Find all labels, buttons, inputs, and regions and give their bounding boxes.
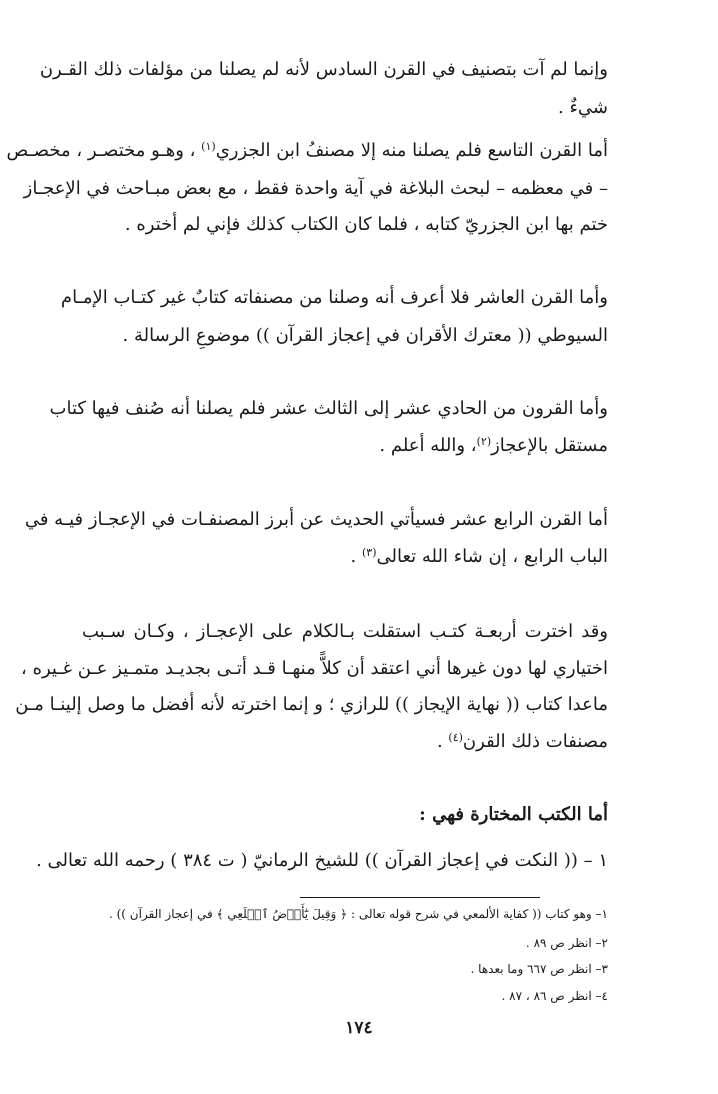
paragraph-5-line-2-text: الباب الرابع ، إن شاء الله تعالى (376, 546, 608, 567)
paragraph-5-line-1: أما القرن الرابع عشر فسيأتي الحديث عن أبرز المصنفـات في الإعجـاز فيـه في (24, 509, 608, 530)
page-number: ١٧٤ (345, 1018, 373, 1038)
paragraph-3-line-1: وأما القرن العاشر فلا أعرف أنه وصلنا من مصنفاته كتابٌ غير كتـاب الإمـام (60, 287, 608, 308)
footnote-ref-1[interactable]: (١) (201, 140, 216, 153)
paragraph-6-line-4 (437, 730, 608, 754)
paragraph-1-line-2: شيءٌ . (558, 97, 608, 118)
paragraph-5-line-2 (351, 545, 608, 569)
paragraph-6-line-3: ماعدا كتاب (( نهاية الإيجاز )) للرازي ؛ و إنما اخترته لأنه أفضل ما وصل إلينـا مـن (15, 694, 608, 715)
paragraph-6-line-4-text: مصنفات ذلك القرن (462, 731, 608, 752)
paragraph-2-line-2: – في معظمه – لبحث البلاغة في آية واحدة فقط ، مع بعض مبـاحث في الإعجـاز (23, 178, 608, 199)
paragraph-4-line-2-tail: ، والله أعلم . (379, 435, 477, 456)
paragraph-6-line-1: وقد اخترت أربعـة كتـب استقلت بـالكلام على الإعجـاز ، وكـان سـبب (82, 621, 608, 642)
paragraph-2-line-3: ختم بها ابن الجزريّ كتابه ، فلما كان الكتاب كذلك فإني لم أختره . (124, 214, 608, 235)
section-heading: أما الكتب المختارة فهي : (419, 804, 608, 825)
paragraph-2-line-1-text: أما القرن التاسع فلم يصلنا منه إلا مصنفُ ابن الجزري (215, 140, 608, 161)
paragraph-6-line-4-tail: . (436, 731, 449, 752)
paragraph-6-line-2: اختياري لها دون غيرها أني اعتقد أن كلاًّ منهـا قـد أتـى بجديـد متمـيز عـن غـيره ، (21, 658, 608, 679)
footnote-ref-4[interactable]: (٤) (448, 731, 463, 744)
footnote-4: ٤– انظر ص ٨٦ ، ٨٧ . (501, 989, 608, 1003)
paragraph-4-line-2 (379, 434, 608, 458)
paragraph-4-line-2-text: مستقل بالإعجاز (491, 435, 608, 456)
footnote-ref-2[interactable]: (٢) (476, 435, 492, 448)
footnote-separator (300, 897, 540, 898)
paragraph-5-line-2-tail: . (350, 546, 362, 567)
paragraph-1-line-1: وإنما لم آت بتصنيف في القرن السادس لأنه لم يصلنا من مؤلفات ذلك القـرن (39, 59, 608, 80)
paragraph-2-line-1 (6, 139, 608, 163)
paragraph-4-line-1: وأما القرون من الحادي عشر إلى الثالث عشر فلم يصلنا أنه صُنف فيها كتاب (49, 398, 608, 419)
footnote-ref-3[interactable]: (٣) (361, 546, 377, 559)
footnote-3: ٣– انظر ص ٦٦٧ وما بعدها . (470, 962, 608, 976)
paragraph-3-line-2: السيوطي (( معترك الأقران في إعجاز القرآن )) موضوعِ الرسالة . (122, 325, 608, 346)
paragraph-2-line-1-tail: ، وهـو مختصـر ، مخصـص (6, 140, 202, 161)
book-list-item-1: ١ – (( النكت في إعجاز القرآن )) للشيخ الرمانيّ ( ت ٣٨٤ ) رحمه الله تعالى . (36, 850, 608, 871)
footnote-1: ١– وهو كتاب (( كفاية الألمعي في شرح قوله تعالى : ﴿ وَقِيلَ يَٰٓأَرۡضُ ٱبۡلَعِي ﴾ في إعجاز القرآن )) . (108, 907, 608, 921)
footnote-2: ٢– انظر ص ٨٩ . (525, 936, 608, 950)
